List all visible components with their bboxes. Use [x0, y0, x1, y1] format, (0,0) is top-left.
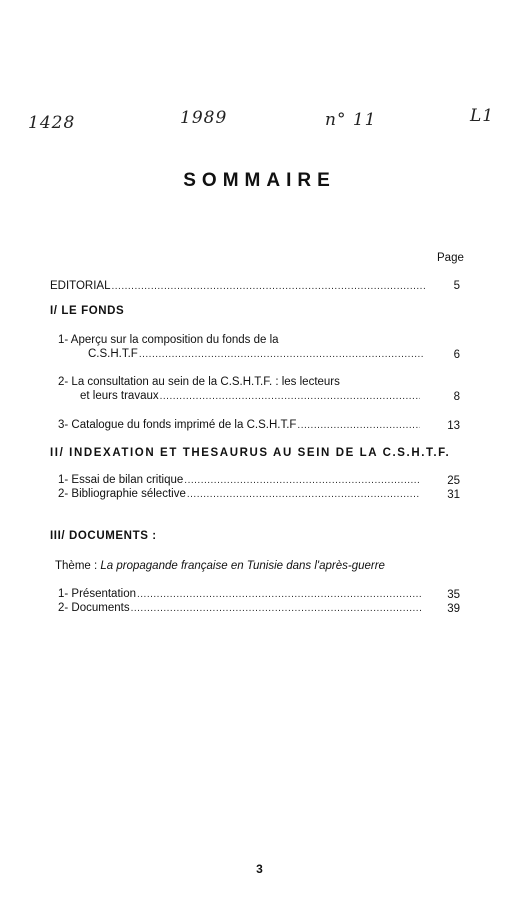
page-title: SOMMAIRE: [183, 170, 336, 191]
toc-entry-catalogue[interactable]: [58, 419, 420, 431]
theme-line: [55, 560, 385, 572]
leader-dots: [112, 281, 426, 292]
toc-entry-label: 2- Bibliographie sélective: [58, 488, 186, 500]
page-number: 3: [256, 862, 263, 876]
theme-title: La propagande française en Tunisie dans l'après-guerre: [100, 560, 385, 572]
toc-page-number: 25: [447, 475, 460, 487]
toc-entry-composition[interactable]: [88, 348, 423, 360]
leader-dots: [137, 589, 423, 600]
toc-page-number: 6: [453, 349, 460, 361]
leader-dots: [131, 603, 423, 614]
toc-entry-label: 1- Présentation: [58, 588, 136, 600]
toc-page-number: 5: [453, 280, 460, 292]
toc-entry-label: 2- Documents: [58, 602, 130, 614]
leader-dots: [160, 391, 420, 402]
toc-page-number: 8: [453, 391, 460, 403]
page-column-header: Page: [437, 252, 464, 264]
toc-entry-editorial[interactable]: [50, 280, 425, 292]
handwritten-issue-number: n° 11: [325, 110, 377, 130]
leader-dots: [187, 489, 420, 500]
toc-entry-line[interactable]: 2- La consultation au sein de la C.S.H.T.F. : les lecteurs: [58, 376, 340, 388]
toc-entry-label: C.S.H.T.F: [88, 348, 138, 360]
handwritten-corner-mark: L1: [470, 106, 495, 126]
handwritten-year: 1989: [180, 108, 228, 128]
theme-label: Thème :: [55, 560, 101, 572]
toc-entry-documents[interactable]: [58, 602, 423, 614]
toc-page-number: 35: [447, 589, 460, 601]
leader-dots: [297, 420, 420, 431]
toc-entry-presentation[interactable]: [58, 588, 423, 600]
leader-dots: [184, 475, 420, 486]
toc-entry-line[interactable]: 1- Aperçu sur la composition du fonds de la: [58, 334, 279, 346]
toc-page-number: 39: [447, 603, 460, 615]
toc-page-number: 13: [447, 420, 460, 432]
section-heading-indexation: II/ INDEXATION ET THESAURUS AU SEIN DE LA C.S.H.T.F.: [50, 447, 451, 459]
toc-entry-label: 1- Essai de bilan critique: [58, 474, 184, 486]
toc-entry-consultation[interactable]: [80, 390, 420, 402]
leader-dots: [139, 349, 423, 360]
section-heading-documents: III/ DOCUMENTS :: [50, 530, 157, 542]
toc-entry-bibliographie[interactable]: [58, 488, 420, 500]
toc-entry-bilan[interactable]: [58, 474, 420, 486]
section-heading-fonds: I/ LE FONDS: [50, 305, 125, 317]
handwritten-ref-number: 1428: [28, 113, 76, 133]
toc-page-number: 31: [447, 489, 460, 501]
toc-entry-label: EDITORIAL: [50, 280, 111, 292]
toc-entry-label: 3- Catalogue du fonds imprimé de la C.S.H.T.F: [58, 419, 297, 431]
toc-entry-label: et leurs travaux: [80, 390, 159, 402]
